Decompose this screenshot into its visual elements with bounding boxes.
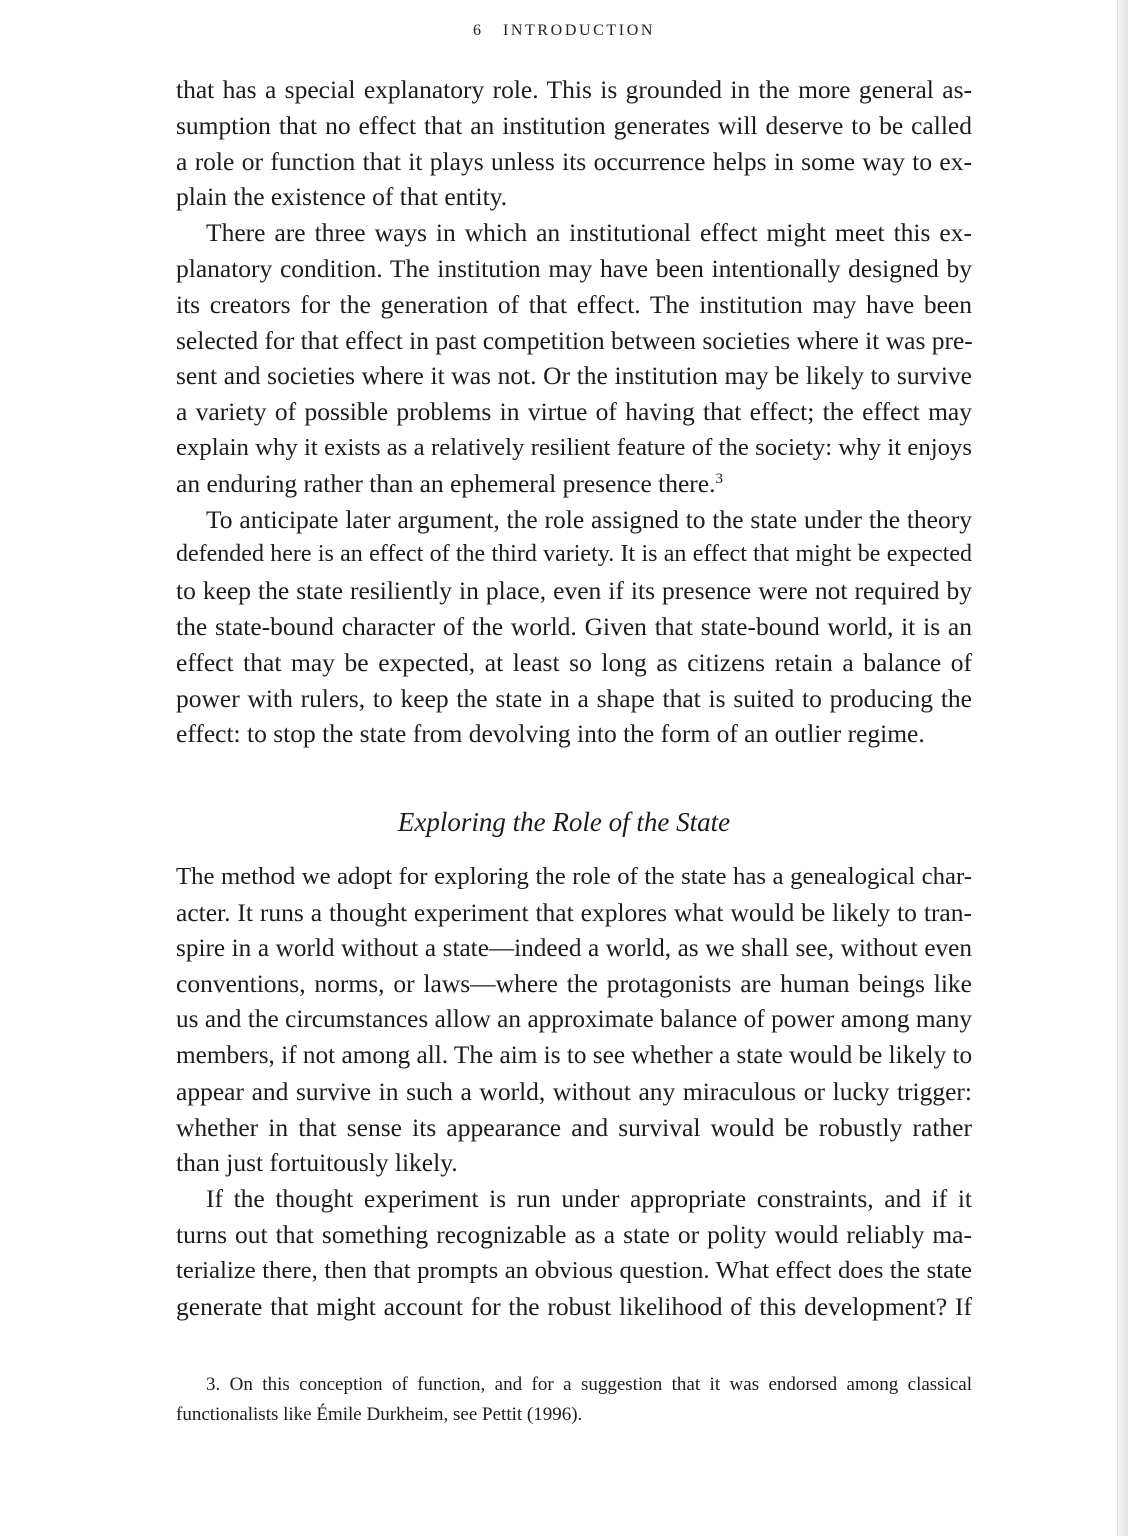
- section-heading: Exploring the Role of the State: [397, 807, 731, 837]
- text-line: sumption that no effect that an institution generates will deserve to be called: [176, 110, 972, 140]
- text-line: acter. It runs a thought experiment that explores what would be likely to tran-: [176, 897, 972, 927]
- text-line: There are three ways in which an institutional effect might meet this ex-: [206, 218, 972, 248]
- text-line: effect that may be expected, at least so long as citizens retain a balance of: [176, 647, 972, 677]
- text-line: power with rulers, to keep the state in a shape that is suited to producing the: [176, 683, 972, 713]
- text-line: If the thought experiment is run under appropriate constraints, and if it: [206, 1184, 972, 1214]
- text-line: than just fortuitously likely.: [176, 1148, 458, 1178]
- running-head: [0, 22, 1128, 40]
- text-line: plain the existence of that entity.: [176, 182, 508, 212]
- footnote-line: functionalists like Émile Durkheim, see Pettit (1996).: [176, 1404, 583, 1425]
- text-line: explain why it exists as a relatively resilient feature of the society: why it enjoys: [176, 433, 972, 461]
- text-line: us and the circumstances allow an approximate balance of power among many: [176, 1005, 972, 1034]
- page-number: 6: [472, 22, 481, 39]
- text-line: conventions, norms, or laws—where the protagonists are human beings like: [176, 969, 972, 999]
- text-line: planatory condition. The institution may have been intentionally designed by: [176, 253, 972, 283]
- text-line: [176, 466, 972, 502]
- text-line: the state-bound character of the world. Given that state-bound world, it is an: [176, 611, 972, 641]
- text-line: turns out that something recognizable as a state or polity would reliably ma-: [176, 1219, 972, 1249]
- text-line: a variety of possible problems in virtue of having that effect; the effect may: [176, 397, 972, 427]
- body-text-bottom: [176, 859, 972, 1324]
- text-line: selected for that effect in past competition between societies where it was pre-: [176, 325, 973, 355]
- footnote: [176, 1370, 972, 1430]
- text-line: appear and survive in such a world, without any miraculous or lucky trigger:: [176, 1076, 972, 1106]
- text-line: its creators for the generation of that effect. The institution may have been: [176, 289, 972, 319]
- running-title: INTRODUCTION: [502, 22, 656, 39]
- text-line: generate that might account for the robust likelihood of this development? If: [176, 1291, 972, 1321]
- page-edge: [1117, 0, 1128, 1536]
- text-line: defended here is an effect of the third variety. It is an effect that might be expected: [176, 541, 972, 568]
- text-line: To anticipate later argument, the role assigned to the state under the theory: [206, 504, 972, 534]
- text-line: terialize there, then that prompts an obvious question. What effect does the state: [176, 1256, 972, 1284]
- text-line: sent and societies where it was not. Or the institution may be likely to survive: [176, 361, 972, 391]
- text-line: whether in that sense its appearance and survival would be robustly rather: [176, 1112, 972, 1142]
- text-line: spire in a world without a state—indeed a world, as we shall see, without even: [176, 933, 972, 962]
- text-line: to keep the state resiliently in place, even if its presence were not required by: [176, 576, 972, 606]
- body-text-top: [176, 72, 972, 752]
- footnote-line: 3. On this conception of function, and for a suggestion that it was endorsed among classical: [206, 1374, 972, 1395]
- text-line: that has a special explanatory role. This is grounded in the more general as-: [176, 75, 972, 104]
- text-line: The method we adopt for exploring the role of the state has a genealogical char-: [176, 863, 972, 890]
- text-line-content: an enduring rather than an ephemeral presence there.: [176, 468, 716, 498]
- text-line: effect: to stop the state from devolving into the form of an outlier regime.: [176, 719, 925, 749]
- footnote-reference[interactable]: 3: [715, 470, 723, 487]
- text-line: a role or function that it plays unless its occurrence helps in some way to ex-: [176, 146, 972, 176]
- text-line: members, if not among all. The aim is to see whether a state would be likely to: [176, 1040, 973, 1069]
